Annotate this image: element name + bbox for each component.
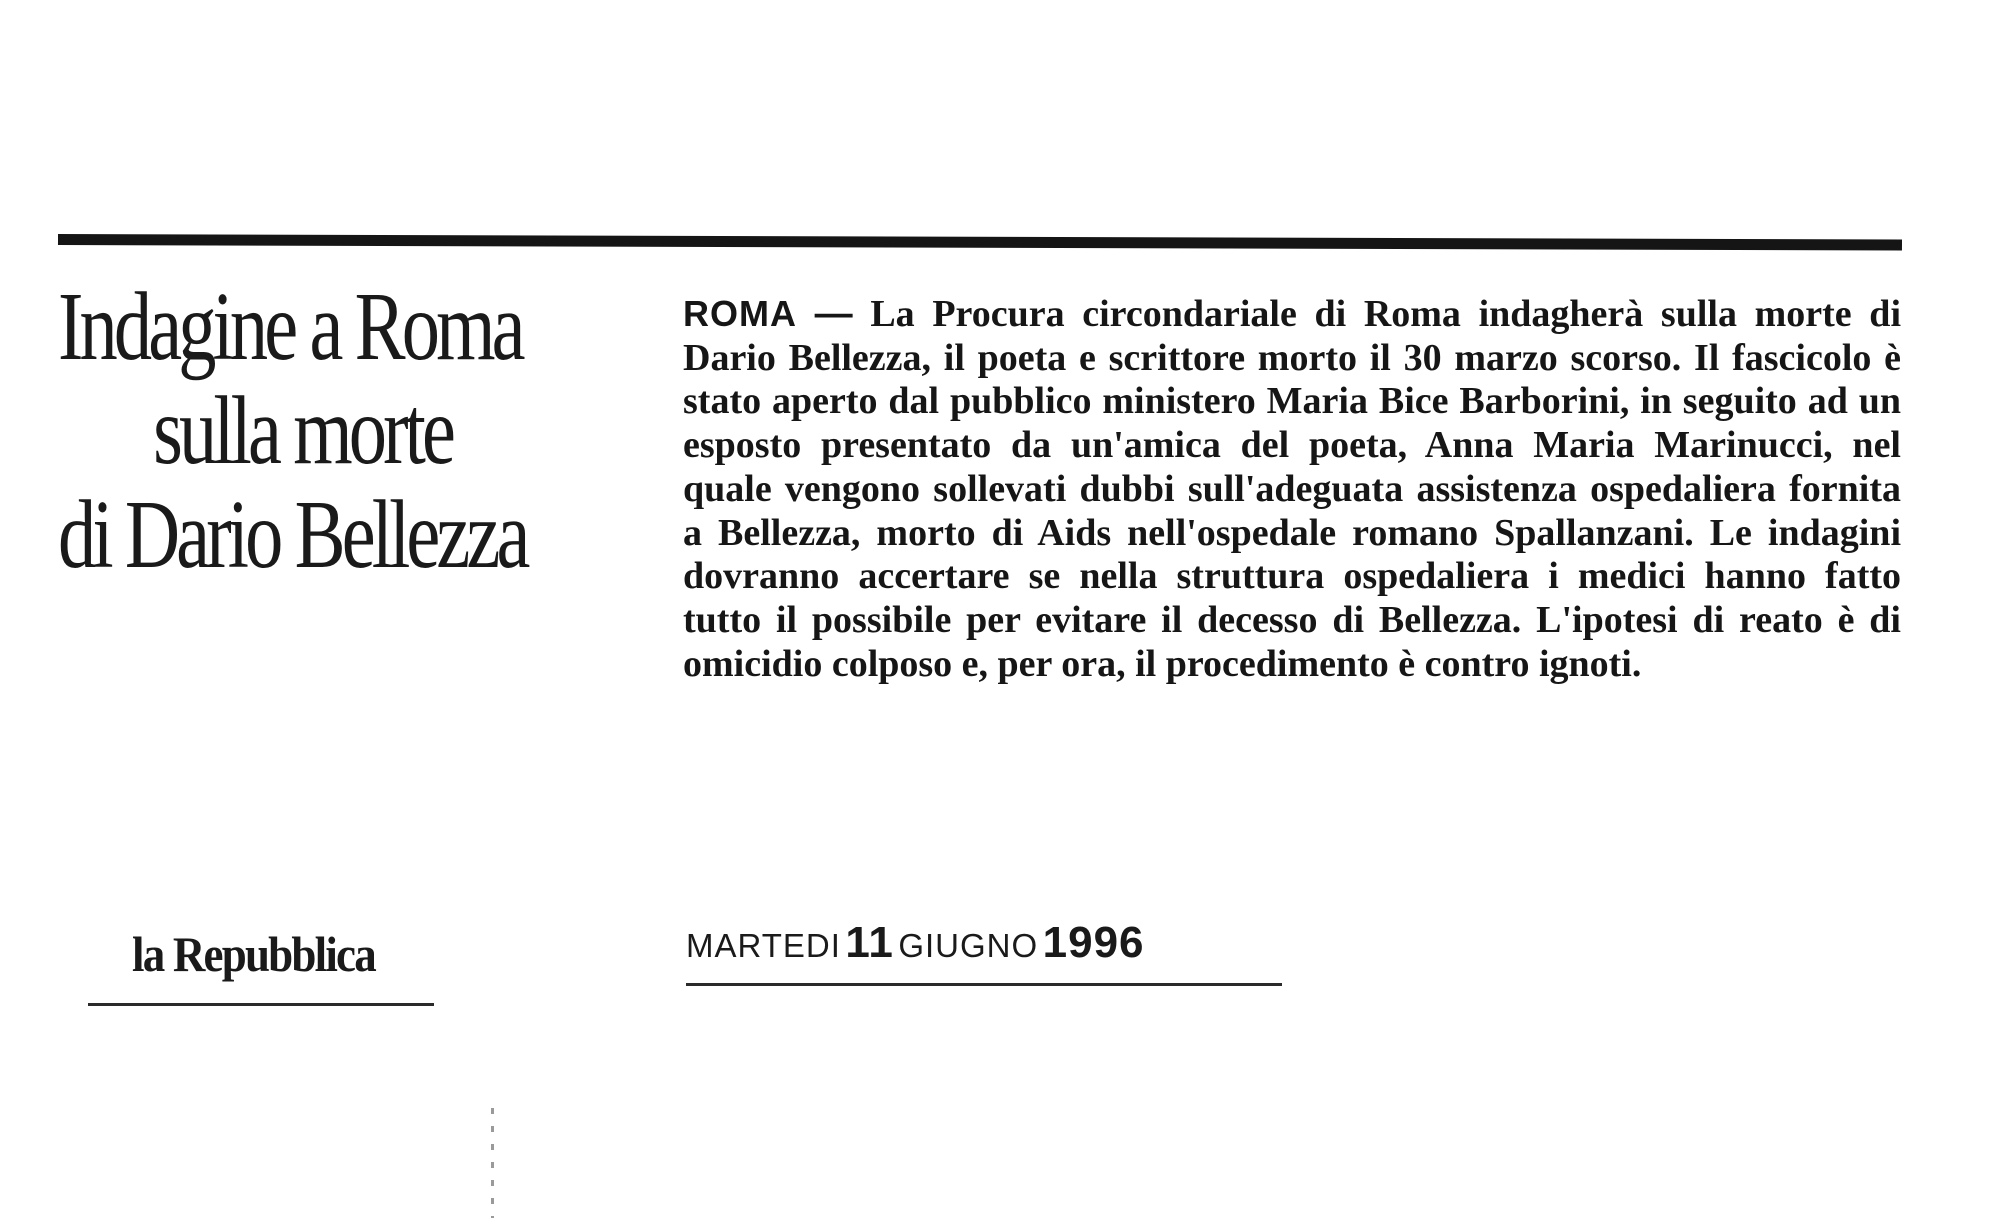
article-dateline: ROMA <box>683 293 797 334</box>
article-text: La Procura circondariale di Roma indagherà sulla morte di Dario Bellezza, il poeta e scrittore morto il 30 marzo scorso. Il fascicolo è stato aperto dal pubblico ministero Maria Bice Barborini, in seguito ad un esposto presentato da un'amica del poeta, Anna Maria Marinucci, nel quale vengono sollevati dubbi sull'adeguata assistenza ospedaliera fornita a Bellezza, morto di Aids nell'ospedale romano Spallanzani. Le indagini dovranno accertare se nella struttura ospedaliera i medici hanno fatto tutto il possibile per evitare il decesso di Bellezza. L'ipotesi di reato è di omicidio colposo e, per ora, il procedimento è contro ignoti. <box>683 293 1901 685</box>
dateline-dash: — <box>814 293 853 335</box>
masthead-rule <box>88 1003 434 1006</box>
scan-artifact <box>491 1108 494 1218</box>
date-year: 1996 <box>1042 918 1145 967</box>
article-headline <box>58 273 527 589</box>
article-body <box>683 292 1901 686</box>
newspaper-masthead: la Repubblica <box>132 926 375 982</box>
publication-date <box>686 918 1145 968</box>
date-weekday: MARTEDI <box>686 927 841 964</box>
date-rule <box>686 983 1282 986</box>
date-month: GIUGNO <box>898 927 1039 964</box>
top-rule <box>58 234 1902 250</box>
headline-line: Indagine a Roma <box>58 273 522 381</box>
headline-line: sulla morte <box>153 377 453 485</box>
date-day: 11 <box>845 918 894 967</box>
headline-line: di Dario Bellezza <box>58 481 527 589</box>
